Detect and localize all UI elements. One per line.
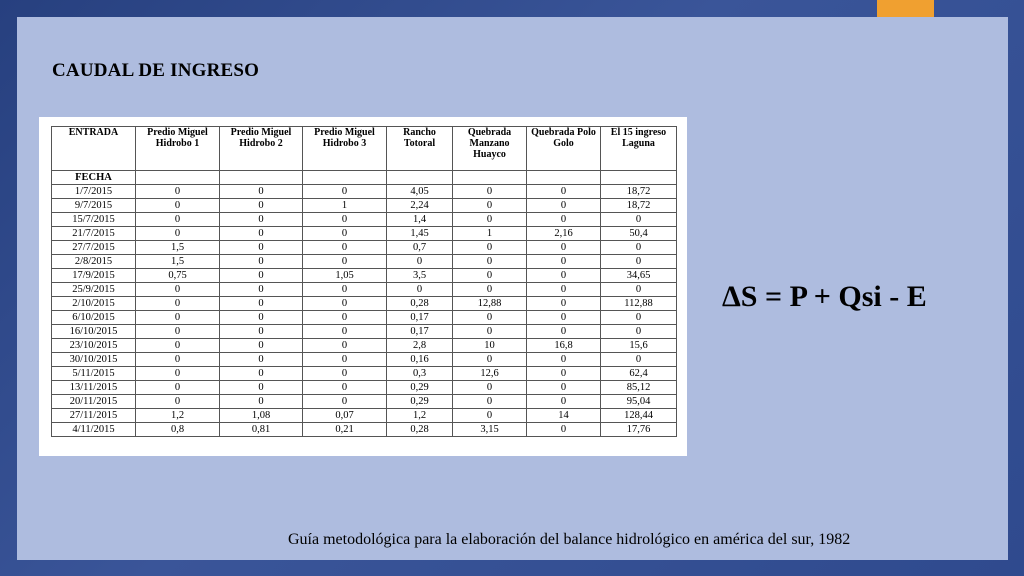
value-cell: 0 xyxy=(453,199,527,213)
table-header-cell: Quebrada Manzano Huayco xyxy=(453,127,527,171)
value-cell: 0 xyxy=(527,325,601,339)
table-subheader-row xyxy=(52,171,677,185)
value-cell: 0 xyxy=(303,297,387,311)
value-cell: 0 xyxy=(136,339,220,353)
value-cell: 95,04 xyxy=(601,395,677,409)
value-cell: 0 xyxy=(303,255,387,269)
value-cell: 12,88 xyxy=(453,297,527,311)
value-cell: 0 xyxy=(527,213,601,227)
value-cell: 0 xyxy=(453,409,527,423)
value-cell: 1,2 xyxy=(136,409,220,423)
table-row xyxy=(52,255,677,269)
value-cell: 0 xyxy=(136,185,220,199)
value-cell: 0 xyxy=(601,213,677,227)
value-cell: 0 xyxy=(136,311,220,325)
value-cell: 0,28 xyxy=(387,423,453,437)
value-cell: 0 xyxy=(136,213,220,227)
value-cell: 0 xyxy=(387,255,453,269)
value-cell: 0 xyxy=(303,339,387,353)
value-cell: 0 xyxy=(136,227,220,241)
value-cell: 85,12 xyxy=(601,381,677,395)
value-cell: 0 xyxy=(136,199,220,213)
value-cell: 0 xyxy=(303,367,387,381)
table-header-cell: Quebrada Polo Golo xyxy=(527,127,601,171)
table-row xyxy=(52,339,677,353)
value-cell: 3,5 xyxy=(387,269,453,283)
value-cell: 0 xyxy=(453,283,527,297)
value-cell: 0,21 xyxy=(303,423,387,437)
table-subheader-cell: FECHA xyxy=(52,171,136,185)
value-cell: 0 xyxy=(220,325,303,339)
value-cell: 0 xyxy=(220,185,303,199)
value-cell: 0 xyxy=(527,269,601,283)
value-cell: 0 xyxy=(303,185,387,199)
value-cell: 17,76 xyxy=(601,423,677,437)
value-cell: 0 xyxy=(303,283,387,297)
value-cell: 0 xyxy=(220,311,303,325)
date-cell: 17/9/2015 xyxy=(52,269,136,283)
value-cell: 12,6 xyxy=(453,367,527,381)
date-cell: 21/7/2015 xyxy=(52,227,136,241)
value-cell: 0 xyxy=(136,297,220,311)
value-cell: 0 xyxy=(303,395,387,409)
value-cell: 0 xyxy=(220,269,303,283)
table-row xyxy=(52,325,677,339)
table-header-row xyxy=(52,127,677,171)
value-cell: 0 xyxy=(527,185,601,199)
table-row xyxy=(52,185,677,199)
value-cell: 1,4 xyxy=(387,213,453,227)
value-cell: 112,88 xyxy=(601,297,677,311)
value-cell: 1,08 xyxy=(220,409,303,423)
value-cell: 0 xyxy=(527,311,601,325)
value-cell: 0 xyxy=(303,227,387,241)
value-cell: 4,05 xyxy=(387,185,453,199)
date-cell: 2/8/2015 xyxy=(52,255,136,269)
date-cell: 15/7/2015 xyxy=(52,213,136,227)
value-cell: 14 xyxy=(527,409,601,423)
table-header-cell: Predio Miguel Hidrobo 3 xyxy=(303,127,387,171)
value-cell: 0 xyxy=(453,213,527,227)
value-cell: 0 xyxy=(220,353,303,367)
value-cell: 2,16 xyxy=(527,227,601,241)
value-cell: 0 xyxy=(220,241,303,255)
value-cell: 0 xyxy=(527,395,601,409)
table-image xyxy=(39,117,687,456)
value-cell: 0 xyxy=(601,241,677,255)
table-row xyxy=(52,283,677,297)
table-header-cell: Rancho Totoral xyxy=(387,127,453,171)
value-cell: 0 xyxy=(453,241,527,255)
table-row xyxy=(52,227,677,241)
table-header-cell: El 15 ingreso Laguna xyxy=(601,127,677,171)
value-cell: 0 xyxy=(527,381,601,395)
date-cell: 16/10/2015 xyxy=(52,325,136,339)
value-cell: 0 xyxy=(220,255,303,269)
value-cell: 2,8 xyxy=(387,339,453,353)
value-cell: 0 xyxy=(453,269,527,283)
value-cell: 0 xyxy=(136,353,220,367)
date-cell: 13/11/2015 xyxy=(52,381,136,395)
date-cell: 2/10/2015 xyxy=(52,297,136,311)
value-cell: 0 xyxy=(303,213,387,227)
table-row xyxy=(52,381,677,395)
value-cell: 0 xyxy=(303,311,387,325)
date-cell: 27/7/2015 xyxy=(52,241,136,255)
table-row xyxy=(52,311,677,325)
value-cell: 128,44 xyxy=(601,409,677,423)
value-cell: 0 xyxy=(220,395,303,409)
value-cell: 0 xyxy=(387,283,453,297)
value-cell: 0,16 xyxy=(387,353,453,367)
table-row xyxy=(52,395,677,409)
value-cell: 0 xyxy=(453,185,527,199)
value-cell: 0 xyxy=(220,339,303,353)
value-cell: 0,81 xyxy=(220,423,303,437)
table-row xyxy=(52,297,677,311)
value-cell: 3,15 xyxy=(453,423,527,437)
table-row xyxy=(52,241,677,255)
value-cell: 0 xyxy=(527,255,601,269)
date-cell: 27/11/2015 xyxy=(52,409,136,423)
value-cell: 0 xyxy=(220,283,303,297)
value-cell: 34,65 xyxy=(601,269,677,283)
value-cell: 1,5 xyxy=(136,255,220,269)
value-cell: 0 xyxy=(527,423,601,437)
value-cell: 1,5 xyxy=(136,241,220,255)
table-header-cell: Predio Miguel Hidrobo 2 xyxy=(220,127,303,171)
value-cell: 0 xyxy=(220,227,303,241)
table-header-cell: ENTRADA xyxy=(52,127,136,171)
slide-title: CAUDAL DE INGRESO xyxy=(52,60,260,81)
value-cell: 0 xyxy=(453,381,527,395)
value-cell: 0 xyxy=(601,325,677,339)
value-cell: 1 xyxy=(303,199,387,213)
date-cell: 6/10/2015 xyxy=(52,311,136,325)
value-cell: 0 xyxy=(527,297,601,311)
value-cell: 0,17 xyxy=(387,325,453,339)
value-cell: 0 xyxy=(527,283,601,297)
value-cell: 0 xyxy=(303,353,387,367)
value-cell: 0,28 xyxy=(387,297,453,311)
value-cell: 0 xyxy=(601,353,677,367)
value-cell: 0 xyxy=(136,381,220,395)
value-cell: 16,8 xyxy=(527,339,601,353)
value-cell: 0 xyxy=(303,241,387,255)
value-cell: 0 xyxy=(601,255,677,269)
value-cell: 0 xyxy=(303,381,387,395)
accent-bar xyxy=(877,0,934,17)
value-cell: 0 xyxy=(220,297,303,311)
value-cell: 1,05 xyxy=(303,269,387,283)
date-cell: 30/10/2015 xyxy=(52,353,136,367)
value-cell: 0 xyxy=(527,367,601,381)
inflow-table xyxy=(51,126,677,437)
value-cell: 0 xyxy=(453,255,527,269)
date-cell: 20/11/2015 xyxy=(52,395,136,409)
date-cell: 5/11/2015 xyxy=(52,367,136,381)
value-cell: 0,3 xyxy=(387,367,453,381)
value-cell: 0,07 xyxy=(303,409,387,423)
value-cell: 62,4 xyxy=(601,367,677,381)
value-cell: 50,4 xyxy=(601,227,677,241)
table-body xyxy=(52,185,677,437)
value-cell: 18,72 xyxy=(601,185,677,199)
value-cell: 0,75 xyxy=(136,269,220,283)
value-cell: 0 xyxy=(136,395,220,409)
value-cell: 1,2 xyxy=(387,409,453,423)
water-balance-formula: ΔS = P + Qsi - E xyxy=(722,280,927,313)
value-cell: 10 xyxy=(453,339,527,353)
date-cell: 1/7/2015 xyxy=(52,185,136,199)
table-header-cell: Predio Miguel Hidrobo 1 xyxy=(136,127,220,171)
table-row xyxy=(52,213,677,227)
citation: Guía metodológica para la elaboración del balance hidrológico en américa del sur, 1982 xyxy=(288,531,851,548)
value-cell: 0 xyxy=(453,325,527,339)
value-cell: 0 xyxy=(601,283,677,297)
value-cell: 0,17 xyxy=(387,311,453,325)
value-cell: 0,8 xyxy=(136,423,220,437)
value-cell: 2,24 xyxy=(387,199,453,213)
table-row xyxy=(52,199,677,213)
value-cell: 0 xyxy=(453,353,527,367)
value-cell: 15,6 xyxy=(601,339,677,353)
value-cell: 0 xyxy=(527,241,601,255)
value-cell: 0 xyxy=(453,311,527,325)
value-cell: 0 xyxy=(220,367,303,381)
value-cell: 1,45 xyxy=(387,227,453,241)
table-row xyxy=(52,367,677,381)
table-row xyxy=(52,409,677,423)
value-cell: 0 xyxy=(527,199,601,213)
value-cell: 0 xyxy=(136,283,220,297)
value-cell: 0 xyxy=(527,353,601,367)
value-cell: 18,72 xyxy=(601,199,677,213)
value-cell: 0 xyxy=(220,213,303,227)
date-cell: 4/11/2015 xyxy=(52,423,136,437)
value-cell: 0,29 xyxy=(387,395,453,409)
value-cell: 0 xyxy=(601,311,677,325)
value-cell: 0,29 xyxy=(387,381,453,395)
table-row xyxy=(52,353,677,367)
date-cell: 9/7/2015 xyxy=(52,199,136,213)
date-cell: 23/10/2015 xyxy=(52,339,136,353)
value-cell: 0,7 xyxy=(387,241,453,255)
table-row xyxy=(52,423,677,437)
value-cell: 0 xyxy=(303,325,387,339)
value-cell: 0 xyxy=(453,395,527,409)
value-cell: 1 xyxy=(453,227,527,241)
table-row xyxy=(52,269,677,283)
value-cell: 0 xyxy=(136,367,220,381)
date-cell: 25/9/2015 xyxy=(52,283,136,297)
value-cell: 0 xyxy=(136,325,220,339)
value-cell: 0 xyxy=(220,199,303,213)
value-cell: 0 xyxy=(220,381,303,395)
